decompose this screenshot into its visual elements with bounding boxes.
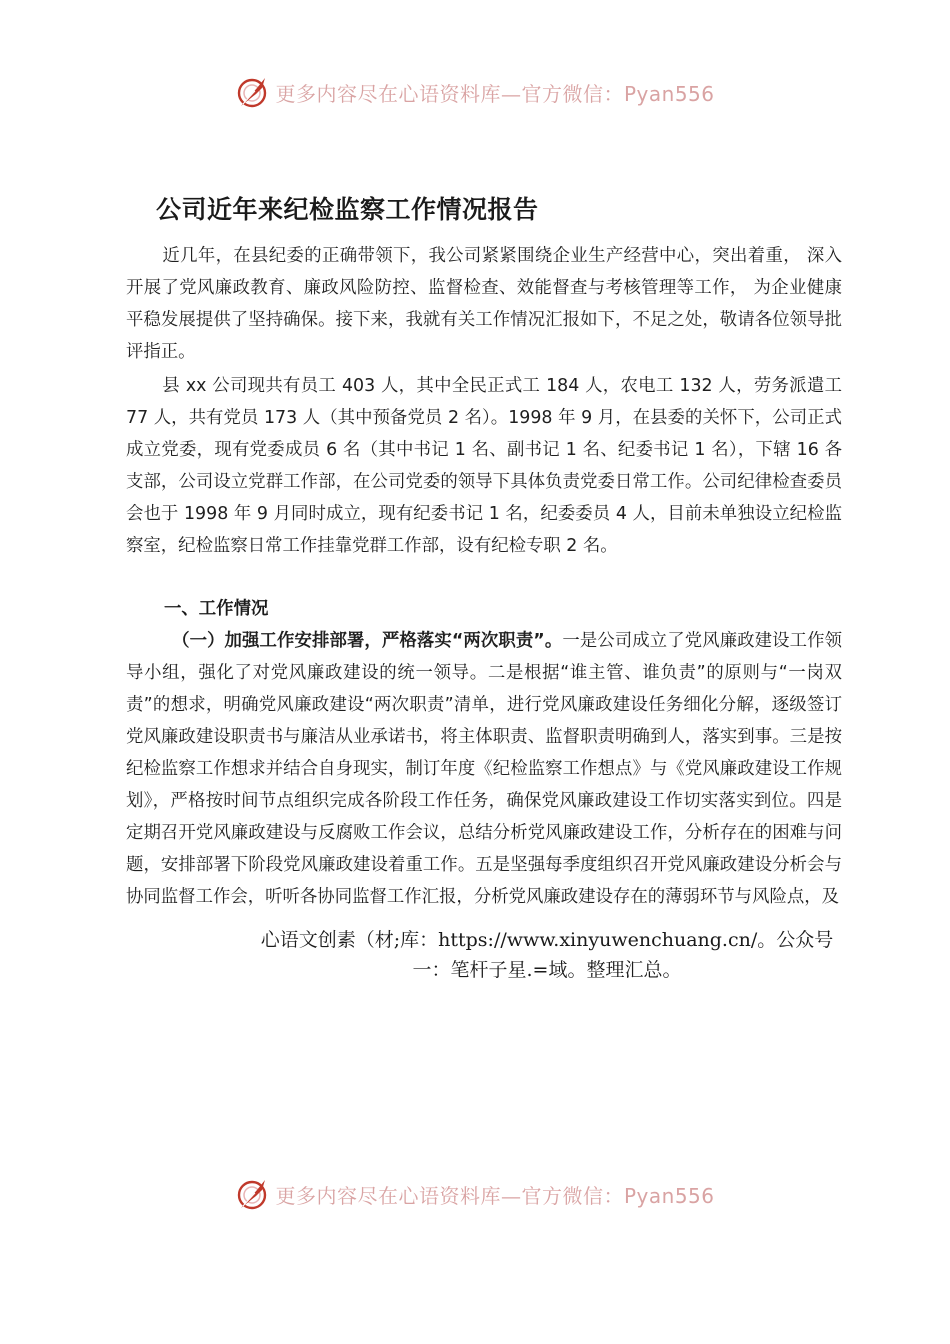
footer-banner — [0, 1172, 950, 1216]
source-credit: 心语文创素（材;库：https://www.xinyuwenchuang.cn/。公众号一：笔杆子星.=域。整理汇总。 — [260, 929, 834, 981]
paragraph-body: 一是公司成立了党风廉政建设工作领导小组，强化了对党风廉政建设的统一领导。二是根据“谁主管、谁负责”的原则与“一岗双责”的想求，明确党风廉政建设“两次职责”清单，进行党风廉政建设任务细化分解，逐级签订党风廉政建设职责书与廉洁从业承诺书，将主体职责、监督职责明确到人，落实到事。三是按纪检监察工作想求并结合自身现实，制订年度《纪检监察工作想点》与《党风廉政建设工作规划》，严格按时间节点组织完成各阶段工作任务，确保党风廉政建设工作切实落实到位。四是定期召开党风廉政建设与反腐败工作会议，总结分析党风廉政建设工作，分析存在的困难与问题，安排部署下阶段党风廉政建设着重工作。五是坚强每季度组织召开党风廉政建设分析会与协同监督工作会，听听各协同监督工作汇报，分析党风廉政建设存在的薄弱环节与风险点，及 — [126, 631, 842, 907]
wechat-id: Pyan556 — [623, 1183, 715, 1208]
section-heading: 一、工作情况 — [164, 599, 269, 619]
quill-logo-icon — [235, 1176, 271, 1212]
banner-text: 更多内容尽在心语资料库—官方微信：Pyan556 — [275, 1183, 715, 1208]
paragraph-lead: （一）加强工作安排部署，严格落实“两次职责”。 — [172, 631, 563, 651]
header-banner — [0, 70, 950, 114]
document-title: 公司近年来纪检监察工作情况报告 — [156, 195, 539, 224]
paragraph-company-overview: 县 xx 公司现共有员工 403 人，其中全民正式工 184 人，农电工 132 人，劳务派遣工 77 人，共有党员 173 人（其中预备党员 2 名）。1998 年 9 月，在县委的关怀下，公司正式成立党委，现有党委成员 6 名（其中书记 1 名、副书记 1 名、纪委书记 1 名），下辖 16 各支部，公司设立党群工作部，在公司党委的领导下具体负责党委日常工作。公司纪律检查委员会也于 1998 年 9 月同时成立，现有纪委书记 1 名，纪委委员 4 人，目前未单独设立纪检监察室，纪检监察日常工作挂靠党群工作部，设有纪检专职 2 名。 — [126, 376, 842, 556]
paragraph-work-arrangement — [126, 625, 842, 913]
quill-logo-icon — [235, 74, 271, 110]
banner-text: 更多内容尽在心语资料库—官方微信：Pyan556 — [275, 81, 715, 106]
wechat-id: Pyan556 — [623, 81, 715, 106]
paragraph-intro: 近几年，在县纪委的正确带领下，我公司紧紧围绕企业生产经营中心，突出着重， 深入开展了党风廉政教育、廉政风险防控、监督检查、效能督查与考核管理等工作， 为企业健康平稳发展提供了坚持确保。接下来，我就有关工作情况汇报如下，不足之处，敬请各位领导批评指正。 — [126, 246, 842, 362]
